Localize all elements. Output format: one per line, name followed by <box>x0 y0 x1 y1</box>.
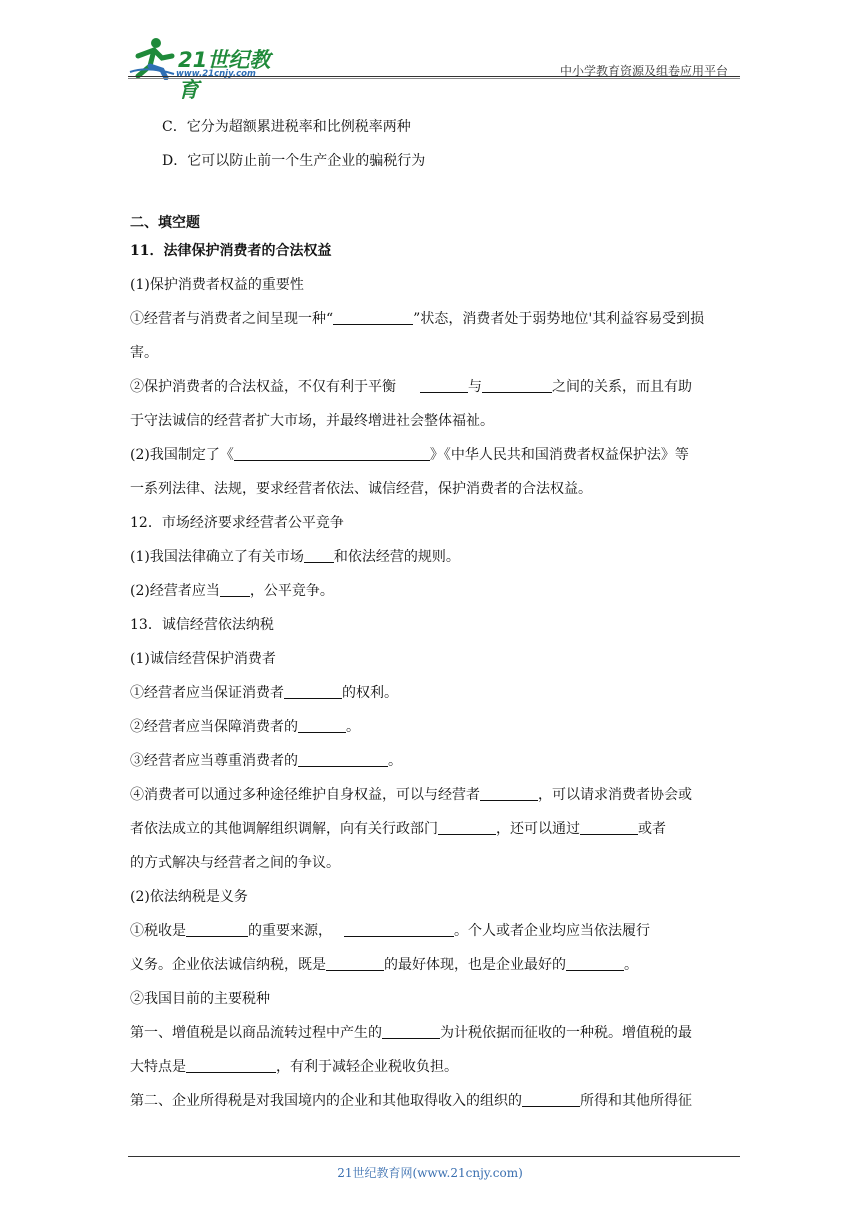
answer-blank[interactable] <box>522 1090 580 1107</box>
text-line: 义务。企业依法诚信纳税，既是 的最好体现，也是企业最好的 。 <box>130 948 732 982</box>
page-footer: 21世纪教育网(www.21cnjy.com) <box>337 1166 523 1180</box>
text-line: (2)我国制定了《 》《中华人民共和国消费者权益保护法》等 <box>130 438 732 472</box>
text-line: 大特点是 ，有利于减轻企业税收负担。 <box>130 1050 732 1084</box>
platform-title: 中小学教育资源及组卷应用平台 <box>559 64 728 78</box>
answer-blank[interactable] <box>298 716 346 733</box>
answer-blank[interactable] <box>344 920 454 937</box>
text-line: (2)依法纳税是义务 <box>130 889 248 905</box>
answer-blank[interactable] <box>580 818 638 835</box>
answer-blank[interactable] <box>333 308 413 325</box>
footer-divider <box>128 1156 740 1157</box>
text-line: 的方式解决与经营者之间的争议。 <box>130 855 340 871</box>
text-line: 第二、企业所得税是对我国境内的企业和其他取得收入的组织的 所得和其他所得征 <box>130 1084 732 1118</box>
header-divider <box>128 76 740 77</box>
answer-blank[interactable] <box>284 682 342 699</box>
option-c: C．它分为超额累进税率和比例税率两种 <box>162 119 411 135</box>
text-line: ①经营者与消费者之间呈现一种“ ”状态，消费者处于弱势地位'其利益容易受到损 <box>130 302 732 336</box>
text-line: ③经营者应当尊重消费者的 。 <box>130 744 732 778</box>
answer-blank[interactable] <box>298 750 388 767</box>
text-line: (1)我国法律确立了有关市场 和依法经营的规则。 <box>130 540 732 574</box>
answer-blank[interactable] <box>234 444 430 461</box>
logo-url: www.21cnjy.com <box>176 69 256 79</box>
question-13-title: 13．诚信经营依法纳税 <box>130 617 274 633</box>
answer-blank[interactable] <box>420 376 468 393</box>
text-line: ②经营者应当保障消费者的 。 <box>130 710 732 744</box>
question-12-title: 12．市场经济要求经营者公平竞争 <box>130 515 344 531</box>
answer-blank[interactable] <box>382 1022 440 1039</box>
text-line: 者依法成立的其他调解组织调解，向有关行政部门 ，还可以通过 或者 <box>130 812 732 846</box>
text-line: (2)经营者应当 ，公平竞争。 <box>130 574 732 608</box>
text-line: ④消费者可以通过多种途径维护自身权益，可以与经营者 ，可以请求消费者协会或 <box>130 778 732 812</box>
site-logo <box>128 36 288 102</box>
answer-blank[interactable] <box>326 954 384 971</box>
text-line: 一系列法律、法规，要求经营者依法、诚信经营，保护消费者的合法权益。 <box>130 481 592 497</box>
runner-logo-icon <box>128 36 178 80</box>
section-title: 二、填空题 <box>130 215 200 231</box>
text-line: ②保护消费者的合法权益，不仅有利于平衡 与 之间的关系，而且有助 <box>130 370 732 404</box>
text-line: ②我国目前的主要税种 <box>130 991 270 1007</box>
answer-blank[interactable] <box>566 954 624 971</box>
text-line: 于守法诚信的经营者扩大市场，并最终增进社会整体福祉。 <box>130 413 494 429</box>
text-line: ①经营者应当保证消费者 的权利。 <box>130 676 732 710</box>
answer-blank[interactable] <box>186 1056 276 1073</box>
answer-blank[interactable] <box>220 580 250 597</box>
document-body <box>130 110 732 1118</box>
answer-blank[interactable] <box>482 376 552 393</box>
option-d: D．它可以防止前一个生产企业的骗税行为 <box>162 153 426 169</box>
header-divider-thin <box>128 78 740 79</box>
answer-blank[interactable] <box>304 546 334 563</box>
answer-blank[interactable] <box>480 784 538 801</box>
logo-text: 21世纪教育 <box>178 48 271 102</box>
text-line: (1)诚信经营保护消费者 <box>130 651 276 667</box>
question-11-title: 11．法律保护消费者的合法权益 <box>130 243 332 259</box>
answer-blank[interactable] <box>186 920 248 937</box>
text-line: (1)保护消费者权益的重要性 <box>130 277 304 293</box>
answer-blank[interactable] <box>438 818 496 835</box>
text-line: 第一、增值税是以商品流转过程中产生的 为计税依据而征收的一种税。增值税的最 <box>130 1016 732 1050</box>
text-line: ①税收是 的重要来源， 。个人或者企业均应当依法履行 <box>130 914 732 948</box>
page-header <box>128 30 740 102</box>
text-line: 害。 <box>130 345 158 361</box>
